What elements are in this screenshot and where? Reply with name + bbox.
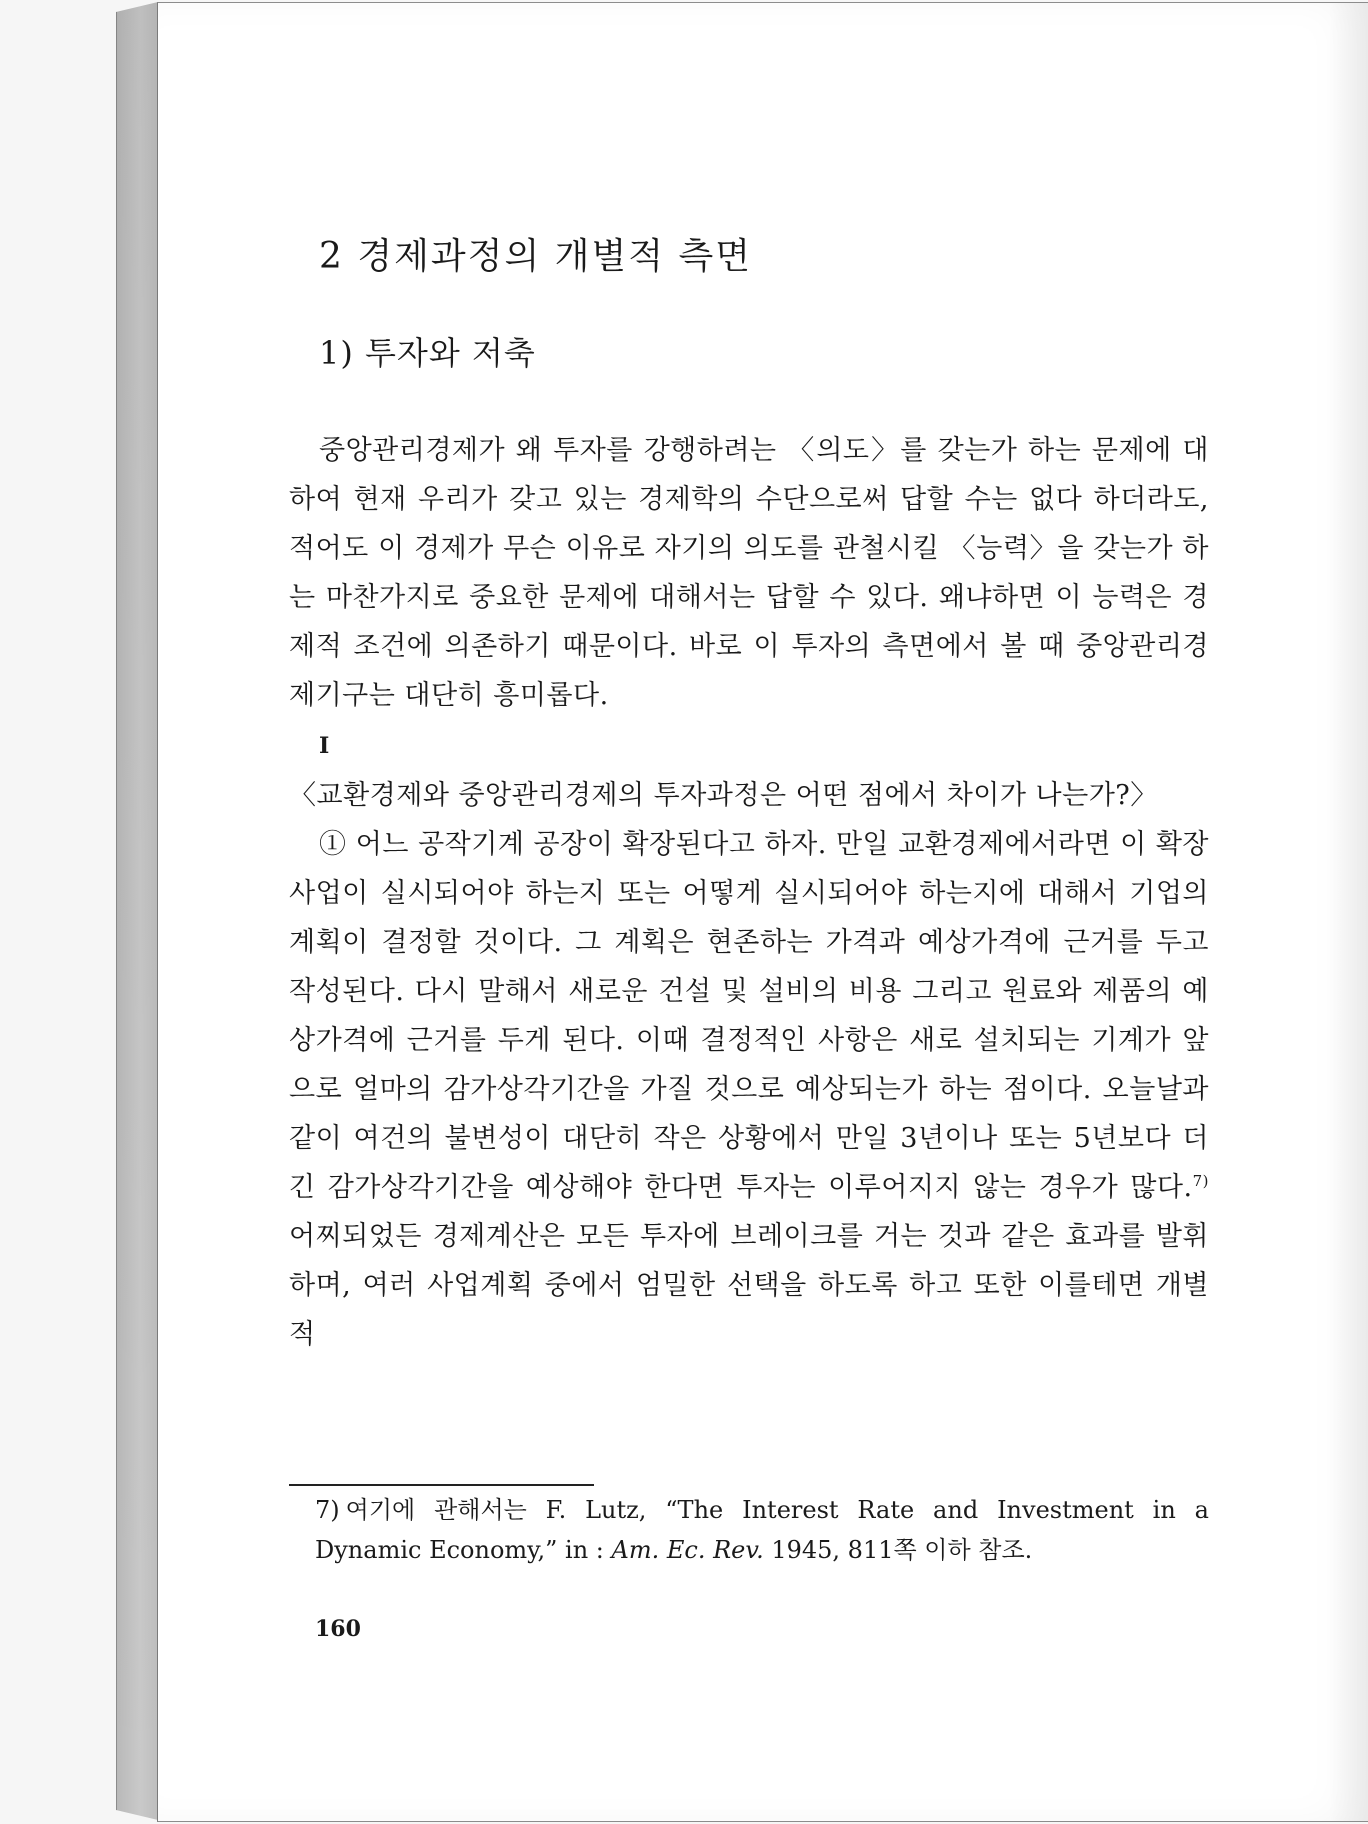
chapter-title: 2 경제과정의 개별적 측면 <box>319 236 752 277</box>
question-paragraph <box>289 720 1209 820</box>
footnote-divider <box>289 1484 594 1486</box>
footnote-text-a: 여기에 관해서는 F. Lutz, “The Interest Rate and Investment in a Dynamic Economy,” in : <box>315 1496 1209 1564</box>
page-number: 160 <box>315 1616 361 1642</box>
footnote-journal: Am. Ec. Rev. <box>611 1536 764 1564</box>
footnote-text-b: 1945, 811쪽 이하 참조. <box>763 1536 1033 1564</box>
paragraph-intro: 중앙관리경제가 왜 투자를 강행하려는 〈의도〉를 갖는가 하는 문제에 대하여 현재 우리가 갖고 있는 경제학의 수단으로써 답할 수는 없다 하더라도, 적어도 이 경제가 무슨 이유로 자기의 의도를 관철시킬 〈능력〉을 갖는가 하는 마찬가지로 중요한 문제에 대해서는 답할 수 있다. 왜냐하면 이 능력은 경제적 조건에 의존하기 때문이다. 바로 이 투자의 측면에서 볼 때 중앙관리경제기구는 대단히 흥미롭다. <box>289 435 1209 711</box>
footnote-reference[interactable]: 7) <box>1192 1172 1209 1190</box>
paragraph-example <box>289 820 1209 1359</box>
footnote <box>315 1490 1209 1570</box>
body-text <box>289 426 1209 1359</box>
page-edge-shade <box>1329 3 1368 1821</box>
section-title: 1) 투자와 저축 <box>319 334 536 372</box>
paragraph-example-tail: 어찌되었든 경제계산은 모든 투자에 브레이크를 거는 것과 같은 효과를 발휘하며, 여러 사업계획 중에서 엄밀한 선택을 하도록 하고 또한 이를테면 개별적 <box>289 1221 1209 1350</box>
footnote-number: 7) <box>315 1496 340 1524</box>
question-numeral: I <box>319 733 330 759</box>
question-text: 〈교환경제와 중앙관리경제의 투자과정은 어떤 점에서 차이가 나는가?〉 <box>289 780 1158 811</box>
book-spine-shade <box>116 2 158 1820</box>
paragraph-example-main: ① 어느 공작기계 공장이 확장된다고 하자. 만일 교환경제에서라면 이 확장사업이 실시되어야 하는지 또는 어떻게 실시되어야 하는지에 대해서 기업의 계획이 결정할 것이다. 그 계획은 현존하는 가격과 예상가격에 근거를 두고 작성된다. 다시 말해서 새로운 건설 및 설비의 비용 그리고 원료와 제품의 예상가격에 근거를 두게 된다. 이때 결정적인 사항은 새로 설치되는 기계가 앞으로 얼마의 감가상각기간을 가질 것으로 예상되는가 하는 점이다. 오늘날과 같이 여건의 불변성이 대단히 작은 상황에서 만일 3년이나 또는 5년보다 더 긴 감가상각기간을 예상해야 한다면 투자는 이루어지지 않는 경우가 많다. <box>289 829 1209 1203</box>
